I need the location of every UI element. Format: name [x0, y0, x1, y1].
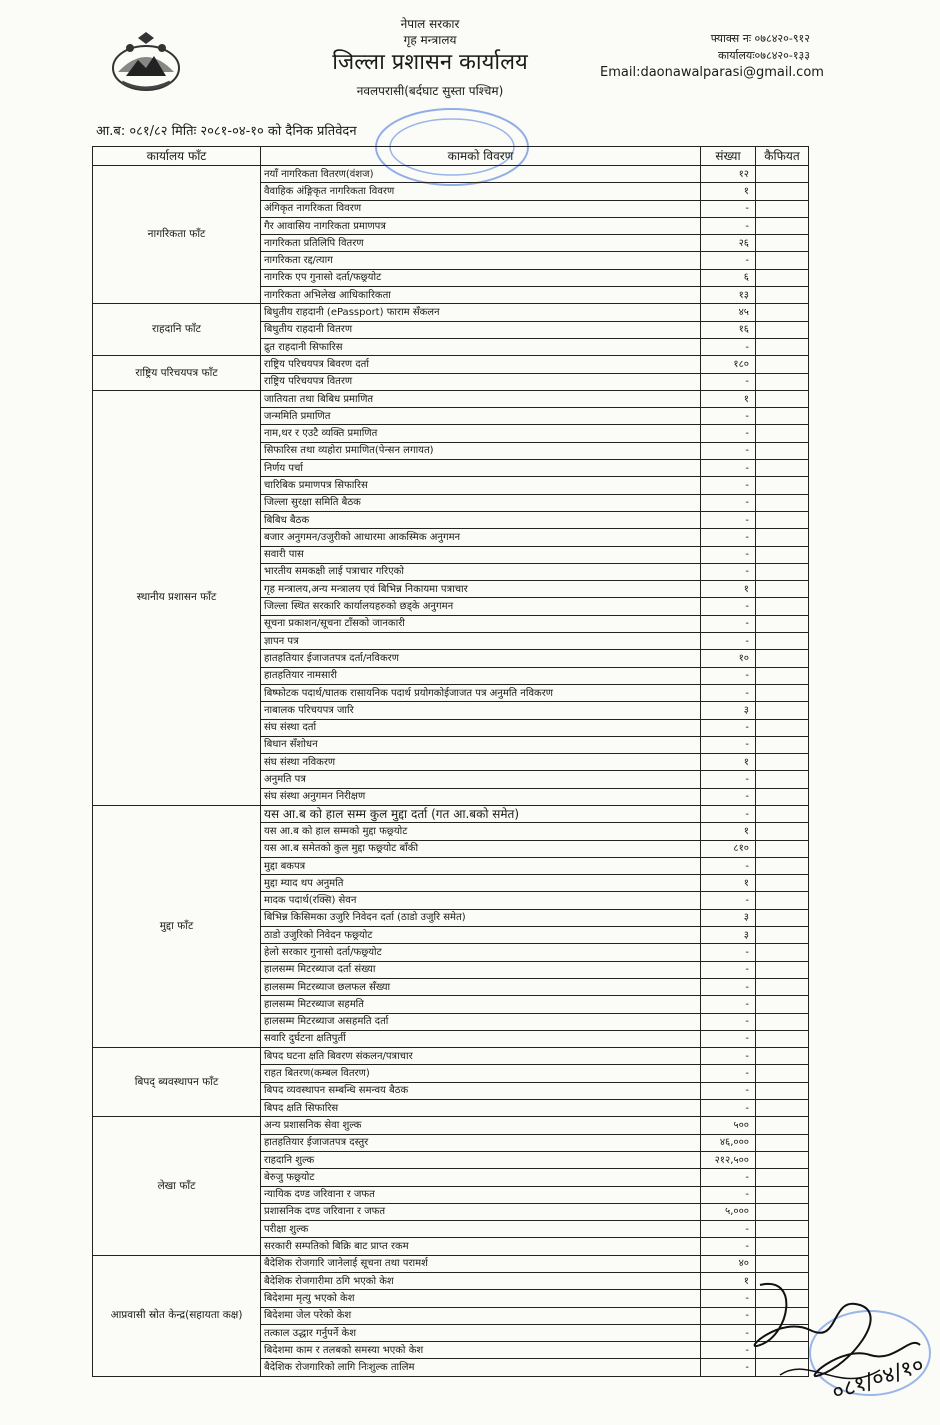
row-count: - [701, 1290, 756, 1307]
row-remarks [756, 304, 809, 321]
row-description: वैवाहिक अंङ्गिकृत नागरिकता विवरण [261, 183, 701, 200]
row-description: मादक पदार्थ(रक्सि) सेवन [261, 892, 701, 909]
row-remarks [756, 650, 809, 667]
row-description: न्यायिक दण्ड जरिवाना र जफत [261, 1186, 701, 1203]
row-remarks [756, 183, 809, 200]
row-count: ५०० [701, 1117, 756, 1134]
row-description: हालसम्म मिटरब्याज सहमति [261, 996, 701, 1013]
row-count: २६ [701, 235, 756, 252]
row-count: - [701, 1221, 756, 1238]
table-body [93, 166, 809, 1377]
row-description: बिधुतीय राहदानी (ePassport) फाराम सँकलन [261, 304, 701, 321]
row-remarks [756, 287, 809, 304]
row-remarks [756, 511, 809, 528]
row-description: जिल्ला स्थित सरकारि कार्यालयहरुको छड्के अनुगमन [261, 598, 701, 615]
row-description: नागरिक एप गुनासो दर्ता/फछ्र्योट [261, 269, 701, 286]
row-description: राहत बितरण(कम्बल वितरण) [261, 1065, 701, 1082]
office-location: नवलपरासी(बर्दघाट सुस्ता पश्चिम) [356, 84, 504, 98]
row-description: बिधुतीय राहदानी वितरण [261, 321, 701, 338]
row-description: मुद्दा बकपत्र [261, 857, 701, 874]
ministry-name: गृह मन्त्रालय [403, 33, 457, 47]
row-count: - [701, 477, 756, 494]
row-description: राष्ट्रिय परिचयपत्र वितरण [261, 373, 701, 390]
row-description: बिपद क्षति सिफारिस [261, 1100, 701, 1117]
row-remarks [756, 1186, 809, 1203]
row-description: नागरिकता अभिलेख आधिकारिकता [261, 287, 701, 304]
row-remarks [756, 961, 809, 978]
row-remarks [756, 356, 809, 373]
section-name: लेखा फाँट [93, 1117, 261, 1255]
row-count: - [701, 252, 756, 269]
row-count: ४६,००० [701, 1134, 756, 1151]
row-description: सरकारी सम्पतिको बिक्रि बाट प्राप्त रकम [261, 1238, 701, 1255]
row-remarks [756, 321, 809, 338]
row-remarks [756, 1255, 809, 1272]
row-description: बिपद व्यवस्थापन सम्बन्धि समन्वय बैठक [261, 1082, 701, 1099]
contact-block [600, 30, 824, 81]
table-row [93, 1255, 809, 1272]
row-description: ठाडो उजुरिको निवेदन फछ्र्योट [261, 927, 701, 944]
handwritten-signature [720, 1275, 935, 1410]
row-remarks [756, 978, 809, 995]
row-remarks [756, 892, 809, 909]
row-description: सिफारिस तथा व्यहोरा प्रमाणित(पेन्सन लगायत) [261, 442, 701, 459]
section-name: राष्ट्रिय परिचयपत्र फाँट [93, 356, 261, 391]
row-remarks [756, 1221, 809, 1238]
row-remarks [756, 719, 809, 736]
row-remarks [756, 684, 809, 701]
row-count: १६ [701, 321, 756, 338]
row-remarks [756, 477, 809, 494]
row-count: ३ [701, 927, 756, 944]
row-count: - [701, 1013, 756, 1030]
row-remarks [756, 805, 809, 822]
row-remarks [756, 1030, 809, 1047]
row-count: २१२,५०० [701, 1151, 756, 1168]
row-remarks [756, 736, 809, 753]
row-count: ४० [701, 1255, 756, 1272]
row-description: तत्काल उद्धार गर्नुपर्ने केश [261, 1324, 701, 1341]
row-count: - [701, 1342, 756, 1359]
row-description: मुद्दा म्याद थप अनुमति [261, 875, 701, 892]
section-name: बिपद् ब्यवस्थापन फाँट [93, 1048, 261, 1117]
row-count: - [701, 667, 756, 684]
row-description: हातहतियार नामसारी [261, 667, 701, 684]
row-remarks [756, 563, 809, 580]
row-remarks [756, 1238, 809, 1255]
nepal-emblem-icon [108, 32, 184, 94]
daily-report-table [92, 146, 809, 1377]
row-count: - [701, 425, 756, 442]
row-description: संघ संस्था नविकरण [261, 754, 701, 771]
row-remarks [756, 252, 809, 269]
row-count: - [701, 598, 756, 615]
row-remarks [756, 667, 809, 684]
row-count: - [701, 373, 756, 390]
row-count: - [701, 771, 756, 788]
row-count: ५,००० [701, 1203, 756, 1220]
row-remarks [756, 909, 809, 926]
table-header-row [93, 147, 809, 166]
row-count: - [701, 978, 756, 995]
row-remarks [756, 1134, 809, 1151]
row-count: १३ [701, 287, 756, 304]
row-description: बैदेशिक रोजगारि जानेलाई सूचना तथा परामर्श [261, 1255, 701, 1272]
header-section: कार्यालय फाँट [93, 147, 261, 166]
row-remarks [756, 442, 809, 459]
row-remarks [756, 1100, 809, 1117]
row-remarks [756, 217, 809, 234]
phone-number: कार्यालयः०७८४२०-१३३ [717, 49, 810, 62]
row-remarks [756, 633, 809, 650]
government-name: नेपाल सरकार [400, 17, 460, 31]
row-description: हालसम्म मिटरब्याज छलफल सँख्या [261, 978, 701, 995]
row-count: - [701, 1359, 756, 1376]
row-description: हातहतियार ईजाजतपत्र दर्ता/नविकरण [261, 650, 701, 667]
row-description: प्रशासनिक दण्ड जरिवाना र जफत [261, 1203, 701, 1220]
row-remarks [756, 1082, 809, 1099]
fax-number: फ्याक्स नः ०७८४२०-९१२ [710, 32, 810, 45]
row-count: ३ [701, 702, 756, 719]
row-description: जातियता तथा बिबिध प्रमाणित [261, 390, 701, 407]
row-count: - [701, 1324, 756, 1341]
row-count: - [701, 338, 756, 355]
row-description: हालसम्म मिटरब्याज असहमति दर्ता [261, 1013, 701, 1030]
row-count: १ [701, 1273, 756, 1290]
row-count: - [701, 996, 756, 1013]
row-description: जिल्ला सुरक्षा समिति बैठक [261, 494, 701, 511]
row-count: - [701, 805, 756, 822]
row-remarks [756, 338, 809, 355]
office-title: जिल्ला प्रशासन कार्यालय [332, 50, 528, 75]
row-count: - [701, 684, 756, 701]
row-count: - [701, 529, 756, 546]
row-description: हेलो सरकार गुनासो दर्ता/फछ्र्योट [261, 944, 701, 961]
row-count: १० [701, 650, 756, 667]
row-remarks [756, 1169, 809, 1186]
row-count: - [701, 408, 756, 425]
row-description: जन्ममिति प्रमाणित [261, 408, 701, 425]
row-count: - [701, 1082, 756, 1099]
row-description: बिदेशमा जेल परेको केश [261, 1307, 701, 1324]
section-name: आप्रवासी स्रोत केन्द्र(सहायता कक्ष) [93, 1255, 261, 1376]
row-description: बिबिध बैठक [261, 511, 701, 528]
row-count: - [701, 788, 756, 805]
row-count: १ [701, 875, 756, 892]
row-count: १२ [701, 166, 756, 183]
row-description: यस आ.ब समेतको कुल मुद्दा फछ्र्योट बाँकी [261, 840, 701, 857]
row-count: - [701, 857, 756, 874]
row-description: हालसम्म मिटरब्याज दर्ता संख्या [261, 961, 701, 978]
row-count: - [701, 1169, 756, 1186]
row-count: - [701, 200, 756, 217]
row-count: - [701, 892, 756, 909]
section-name: राहदानि फाँट [93, 304, 261, 356]
row-count: - [701, 511, 756, 528]
header-remarks: कैफियत [756, 147, 809, 166]
row-description: सवारी पास [261, 546, 701, 563]
row-count: १ [701, 390, 756, 407]
table-row [93, 166, 809, 183]
row-remarks [756, 996, 809, 1013]
row-description: बिष्फोटक पदार्थ/घातक रासायनिक पदार्थ प्रयोगकोईजाजत पत्र अनुमति नविकरण [261, 684, 701, 701]
row-description: गृह मन्त्रालय,अन्य मन्त्रालय एवं बिभिन्न निकायमा पत्राचार [261, 581, 701, 598]
row-count: - [701, 494, 756, 511]
row-remarks [756, 788, 809, 805]
row-description: बजार अनुगमन/उजुरीको आधारमा आकस्मिक अनुगमन [261, 529, 701, 546]
row-count: - [701, 563, 756, 580]
row-description: नागरिकता रद्द/त्याग [261, 252, 701, 269]
row-count: - [701, 217, 756, 234]
row-description: बैदेशिक रोजगारीमा ठगि भएको केश [261, 1273, 701, 1290]
row-description: राष्ट्रिय परिचयपत्र बिवरण दर्ता [261, 356, 701, 373]
row-description: यस आ.ब को हाल सम्मको मुद्दा फछ्र्योट [261, 823, 701, 840]
row-remarks [756, 1151, 809, 1168]
row-description: यस आ.ब को हाल सम्म कुल मुद्दा दर्ता (गत आ.बको समेत) [261, 805, 701, 822]
signature-date: ०८१/०४/१० [829, 1352, 928, 1406]
row-remarks [756, 546, 809, 563]
row-remarks [756, 1065, 809, 1082]
row-description: बिधान सँशोधन [261, 736, 701, 753]
row-remarks [756, 529, 809, 546]
row-description: बेरुजु फछ्र्योट [261, 1169, 701, 1186]
row-count: - [701, 944, 756, 961]
table-row [93, 1117, 809, 1134]
row-description: परीक्षा शुल्क [261, 1221, 701, 1238]
row-remarks [756, 875, 809, 892]
row-count: १ [701, 823, 756, 840]
row-description: चारिबिक प्रमाणपत्र सिफारिस [261, 477, 701, 494]
row-remarks [756, 823, 809, 840]
row-count: ४५ [701, 304, 756, 321]
table-row [93, 390, 809, 407]
row-remarks [756, 1203, 809, 1220]
row-remarks [756, 754, 809, 771]
row-remarks [756, 200, 809, 217]
email-address: Email:daonawalparasi@gmail.com [600, 65, 824, 80]
row-remarks [756, 1117, 809, 1134]
row-description: अनुमति पत्र [261, 771, 701, 788]
row-remarks [756, 494, 809, 511]
header-description: कामको विवरण [261, 147, 701, 166]
row-remarks [756, 235, 809, 252]
row-count: ३ [701, 909, 756, 926]
row-description: अन्य प्रशासनिक सेवा शुल्क [261, 1117, 701, 1134]
row-description: अंगिकृत नागरिकता विवरण [261, 200, 701, 217]
row-description: हातहतियार ईजाजतपत्र दस्तुर [261, 1134, 701, 1151]
row-description: बिदेशमा मृत्यु भएको केश [261, 1290, 701, 1307]
row-description: राहदानि शुल्क [261, 1151, 701, 1168]
row-description: निर्णय पर्चा [261, 460, 701, 477]
row-count: १८० [701, 356, 756, 373]
row-description: सवारि दुर्घटना क्षतिपुर्ती [261, 1030, 701, 1047]
row-count: १ [701, 183, 756, 200]
row-count: - [701, 1100, 756, 1117]
row-count: - [701, 633, 756, 650]
row-count: - [701, 1307, 756, 1324]
row-count: - [701, 1186, 756, 1203]
row-remarks [756, 771, 809, 788]
report-title: आ.ब: ०८१/८२ मितिः २०८१-०४-१० को दैनिक प्रतिवेदन [96, 124, 357, 139]
row-description: संघ संस्था अनुगमन निरीक्षण [261, 788, 701, 805]
row-remarks [756, 390, 809, 407]
row-description: नागरिकता प्रतिलिपि वितरण [261, 235, 701, 252]
row-remarks [756, 408, 809, 425]
row-description: नाबालक परिचयपत्र जारि [261, 702, 701, 719]
row-description: सूचना प्रकाशन/सूचना टाँसको जानकारी [261, 615, 701, 632]
section-name: नागरिकता फाँट [93, 166, 261, 304]
row-count: - [701, 719, 756, 736]
row-description: नाम,थर र एउटै व्यक्ति प्रमाणित [261, 425, 701, 442]
table-row [93, 1048, 809, 1065]
table-row [93, 356, 809, 373]
table-row [93, 304, 809, 321]
row-remarks [756, 460, 809, 477]
row-count: - [701, 615, 756, 632]
table-row [93, 805, 809, 822]
row-count: - [701, 1065, 756, 1082]
section-name: मुद्दा फाँट [93, 805, 261, 1047]
row-description: ज्ञापन पत्र [261, 633, 701, 650]
row-remarks [756, 166, 809, 183]
row-description: भारतीय समकक्षी लाई पत्राचार गरिएको [261, 563, 701, 580]
row-remarks [756, 598, 809, 615]
row-count: - [701, 961, 756, 978]
row-remarks [756, 269, 809, 286]
row-count: १ [701, 581, 756, 598]
row-count: - [701, 546, 756, 563]
row-count: - [701, 1238, 756, 1255]
section-name: स्थानीय प्रशासन फाँट [93, 390, 261, 805]
row-remarks [756, 927, 809, 944]
header-count: संख्या [701, 147, 756, 166]
row-remarks [756, 615, 809, 632]
row-remarks [756, 840, 809, 857]
row-description: गैर आवासिय नागरिकता प्रमाणपत्र [261, 217, 701, 234]
row-description: बिदेशमा काम र तलबको समस्या भएको केश [261, 1342, 701, 1359]
row-remarks [756, 425, 809, 442]
row-count: - [701, 1048, 756, 1065]
row-description: बिभिन्न किसिमका उजुरि निवेदन दर्ता (ठाडो उजुरि समेत) [261, 909, 701, 926]
row-remarks [756, 373, 809, 390]
office-header [280, 16, 580, 100]
row-remarks [756, 581, 809, 598]
row-description: बिपद घटना क्षति बिवरण संकलन/पत्राचार [261, 1048, 701, 1065]
row-description: बैदेशिक रोजगारिको लागि निःशुल्क तालिम [261, 1359, 701, 1376]
row-count: ६ [701, 269, 756, 286]
row-remarks [756, 1048, 809, 1065]
row-remarks [756, 944, 809, 961]
row-count: ८१० [701, 840, 756, 857]
row-description: संघ संस्था दर्ता [261, 719, 701, 736]
row-remarks [756, 702, 809, 719]
row-count: १ [701, 754, 756, 771]
row-remarks [756, 1013, 809, 1030]
row-count: - [701, 1030, 756, 1047]
row-description: द्रुत राहदानी सिफारिस [261, 338, 701, 355]
row-count: - [701, 736, 756, 753]
row-count: - [701, 460, 756, 477]
row-count: - [701, 442, 756, 459]
row-description: नयाँ नागरिकता वितरण(वंशज) [261, 166, 701, 183]
row-remarks [756, 857, 809, 874]
